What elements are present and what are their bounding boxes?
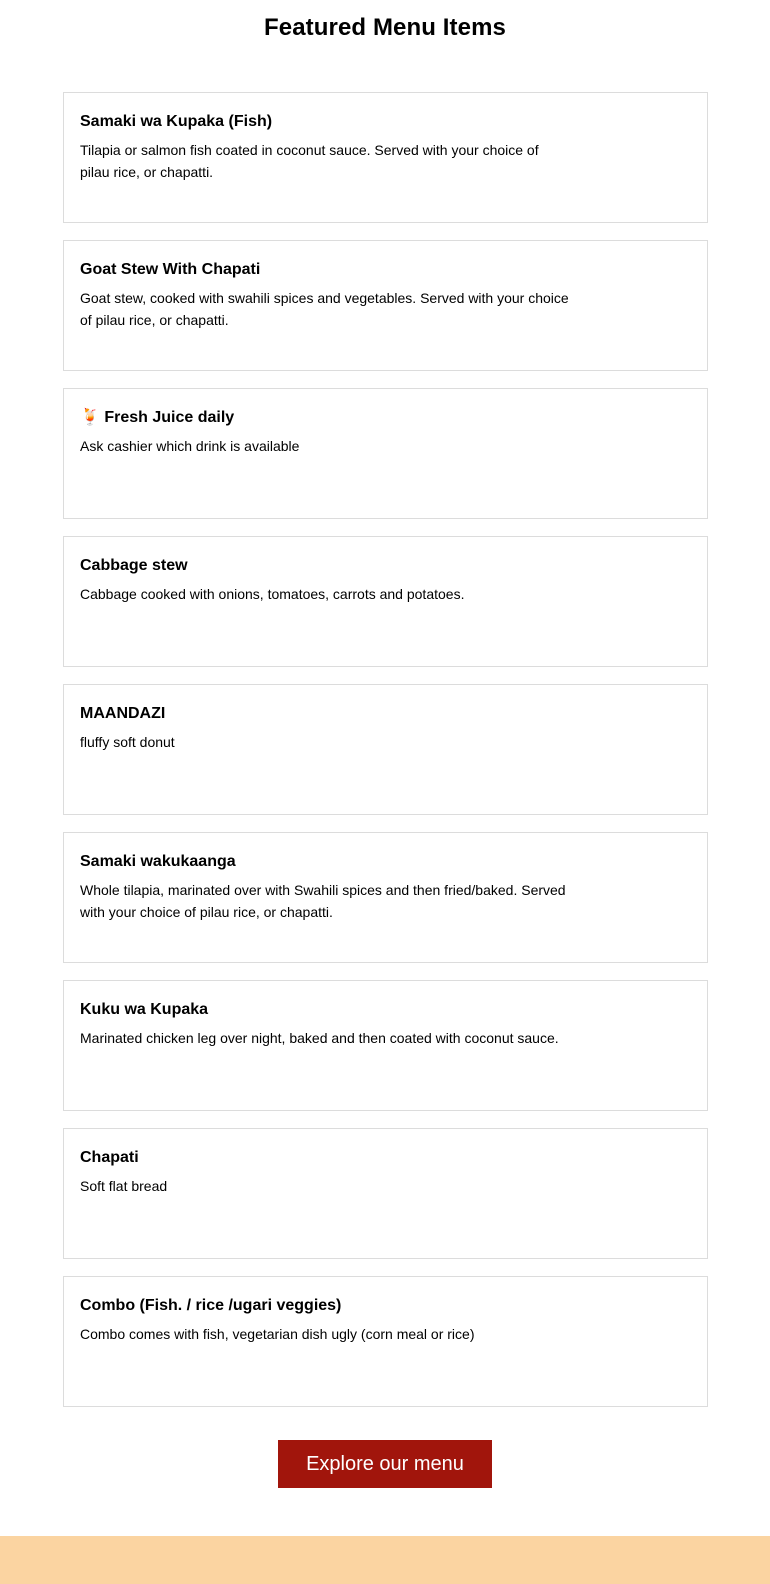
menu-item-card[interactable] <box>63 980 708 1111</box>
menu-item-name: Combo (Fish. / rice /ugari veggies) <box>80 1297 342 1314</box>
menu-item-description: Whole tilapia, marinated over with Swahili spices and then fried/baked. Served with your choice of pilau rice, or chapatti. <box>80 882 566 920</box>
menu-item-description: Cabbage cooked with onions, tomatoes, carrots and potatoes. <box>80 586 465 602</box>
menu-item-description: Tilapia or salmon fish coated in coconut sauce. Served with your choice of pilau rice, or chapatti. <box>80 142 539 180</box>
menu-item-description: Combo comes with fish, vegetarian dish ugly (corn meal or rice) <box>80 1326 475 1342</box>
menu-item-name: Kuku wa Kupaka <box>80 1001 209 1018</box>
menu-item-card[interactable] <box>63 240 708 371</box>
section-title: Featured Menu Items <box>264 14 506 41</box>
menu-item-name: Cabbage stew <box>80 557 188 574</box>
menu-item-name: 🍹 Fresh Juice daily <box>80 409 235 426</box>
menu-item-description: Marinated chicken leg over night, baked and then coated with coconut sauce. <box>80 1030 559 1046</box>
menu-item-name: Samaki wa Kupaka (Fish) <box>80 113 273 130</box>
menu-item-name: MAANDAZI <box>80 705 166 722</box>
menu-item-name: Chapati <box>80 1149 139 1166</box>
menu-item-card[interactable] <box>63 1128 708 1259</box>
menu-list <box>63 92 708 1424</box>
footer-band <box>0 1536 770 1584</box>
menu-item-card[interactable] <box>63 388 708 519</box>
explore-menu-button[interactable]: Explore our menu <box>278 1440 492 1488</box>
menu-item-description: fluffy soft donut <box>80 734 175 750</box>
menu-item-name: Goat Stew With Chapati <box>80 261 261 278</box>
menu-item-name: Samaki wakukaanga <box>80 853 236 870</box>
menu-item-card[interactable] <box>63 832 708 963</box>
menu-item-card[interactable] <box>63 684 708 815</box>
menu-item-card[interactable] <box>63 92 708 223</box>
menu-item-card[interactable] <box>63 536 708 667</box>
menu-item-card[interactable] <box>63 1276 708 1407</box>
menu-item-description: Goat stew, cooked with swahili spices and vegetables. Served with your choice of pilau rice, or chapatti. <box>80 290 569 328</box>
menu-item-description: Soft flat bread <box>80 1178 168 1194</box>
menu-item-description: Ask cashier which drink is available <box>80 438 300 454</box>
